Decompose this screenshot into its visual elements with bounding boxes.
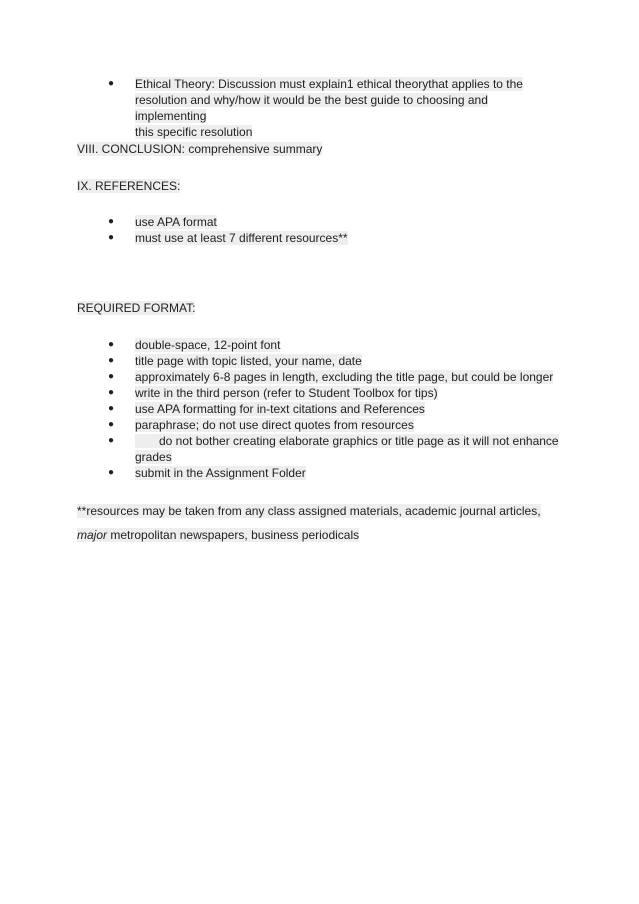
- resources-note-italic: major: [77, 528, 108, 542]
- list-item: [108, 76, 548, 140]
- conclusion-heading-text: VIII. CONCLUSION: comprehensive summary: [77, 142, 323, 156]
- ethical-theory-line-3: this specific resolution: [135, 125, 253, 139]
- bullet-icon: ●: [108, 467, 115, 478]
- format-item: approximately 6-8 pages in length, excluding the title page, but could be longer: [135, 370, 554, 384]
- ethical-theory-line-2: resolution and why/how it would be the best guide to choosing and implementing: [135, 93, 488, 123]
- conclusion-heading: [77, 141, 322, 157]
- format-item: do not bother creating elaborate graphics or title page as it will not enhance: [159, 434, 559, 448]
- format-item: double-space, 12-point font: [135, 338, 281, 352]
- resources-note-rest: metropolitan newspapers, business periodicals: [107, 528, 360, 542]
- format-item: submit in the Assignment Folder: [135, 466, 306, 480]
- bullet-icon: ●: [108, 387, 115, 398]
- list-item: [108, 417, 575, 433]
- format-item: title page with topic listed, your name, date: [135, 354, 362, 368]
- references-item: use APA format: [135, 215, 217, 229]
- required-format-list: [108, 337, 575, 481]
- list-item: [108, 214, 348, 230]
- list-item: [108, 401, 575, 417]
- bullet-icon: ●: [108, 403, 115, 414]
- list-item: [108, 433, 575, 465]
- references-item: must use at least 7 different resources**: [135, 231, 348, 245]
- references-list: [108, 214, 348, 246]
- list-item: [108, 353, 575, 369]
- list-item: [108, 369, 575, 385]
- bullet-icon: ●: [108, 371, 115, 382]
- references-heading: [77, 178, 180, 194]
- format-item: use APA formatting for in-text citations and References: [135, 402, 425, 416]
- resources-note: [77, 499, 557, 547]
- format-item: write in the third person (refer to Student Toolbox for tips): [135, 386, 438, 400]
- resources-note-line-1: **resources may be taken from any class assigned materials, academic journal articles,: [77, 504, 541, 518]
- required-format-heading-text: REQUIRED FORMAT:: [77, 301, 196, 315]
- format-item-wrap: grades: [135, 450, 172, 464]
- bullet-icon: ●: [108, 419, 115, 430]
- bullet-icon: ●: [108, 355, 115, 366]
- bullet-icon: ●: [108, 339, 115, 350]
- required-format-heading: [77, 300, 195, 316]
- list-item: [108, 465, 575, 481]
- bullet-icon: ●: [108, 232, 115, 243]
- resources-note-line-2: [77, 528, 359, 542]
- list-item: [108, 230, 348, 246]
- ethical-theory-line-1: Ethical Theory: Discussion must explain1 ethical theorythat applies to the: [135, 77, 523, 91]
- references-heading-text: IX. REFERENCES:: [77, 179, 181, 193]
- format-item: paraphrase; do not use direct quotes from resources: [135, 418, 414, 432]
- bullet-icon: ●: [108, 435, 115, 446]
- list-item: [108, 337, 575, 353]
- bullet-icon: ●: [108, 78, 115, 89]
- ethical-theory-list: [108, 76, 548, 140]
- bullet-icon: ●: [108, 216, 115, 227]
- list-item: [108, 385, 575, 401]
